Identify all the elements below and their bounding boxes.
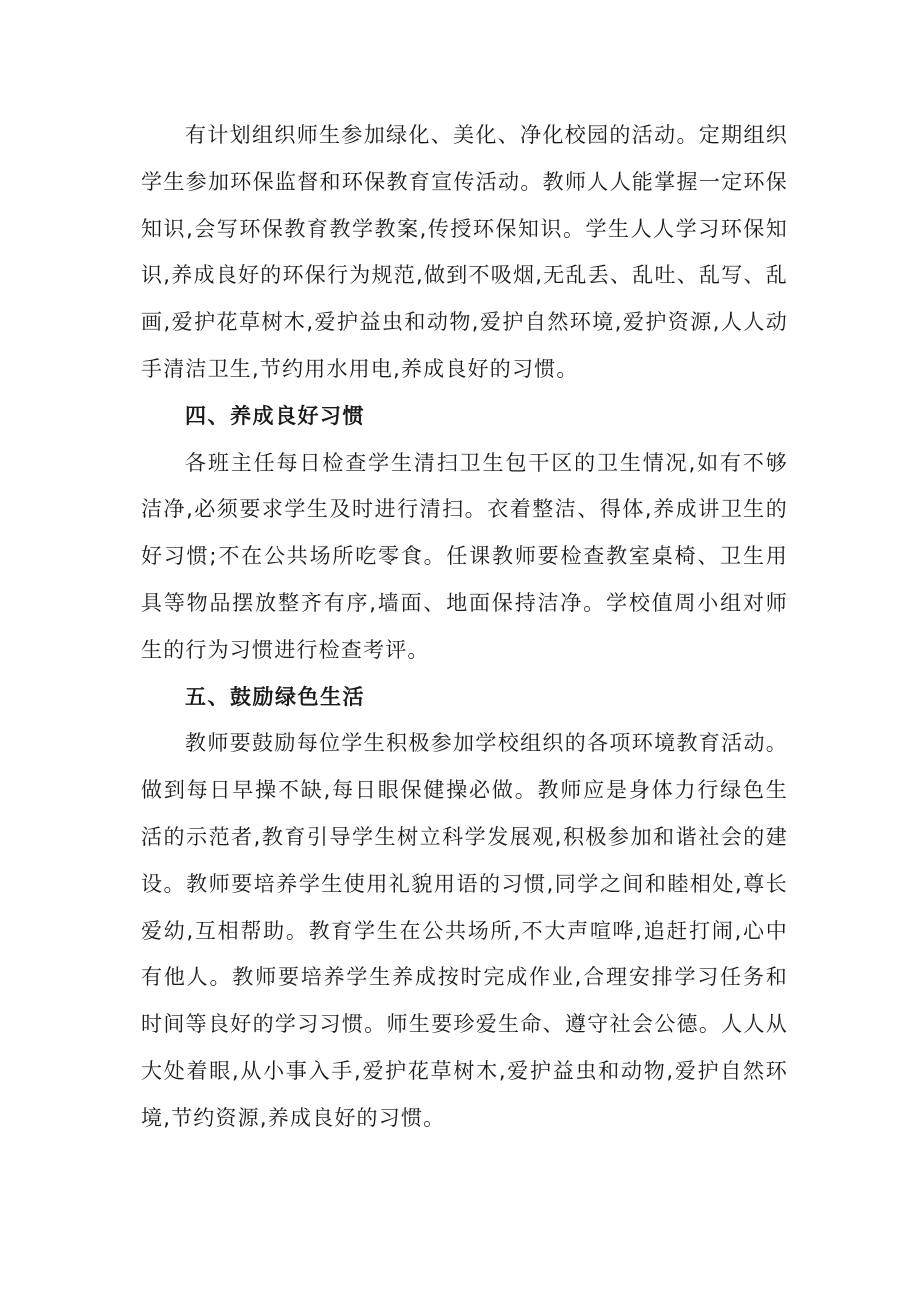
paragraph-green-life: 教师要鼓励每位学生积极参加学校组织的各项环境教育活动。做到每日早操不缺,每日眼保健操必做。教师应是身体力行绿色生活的示范者,教育引导学生树立科学发展观,积极参加和谐社会的建设。教师要培养学生使用礼貌用语的习惯,同学之间和睦相处,尊长爱幼,互相帮助。教育学生在公共场所,不大声喧哗,追赶打闹,心中有他人。教师要培养学生养成按时完成作业,合理安排学习任务和时间等良好的学习习惯。师生要珍爱生命、遵守社会公德。人人从大处着眼,从小事入手,爱护花草树木,爱护益虫和动物,爱护自然环境,节约资源,养成良好的习惯。 [141, 731, 788, 1130]
document-body [141, 112, 788, 1142]
paragraph-green-campus: 有计划组织师生参加绿化、美化、净化校园的活动。定期组织学生参加环保监督和环保教育宣传活动。教师人人能掌握一定环保知识,会写环保教育教学教案,传授环保知识。学生人人学习环保知识,养成良好的环保行为规范,做到不吸烟,无乱丢、乱吐、乱写、乱画,爱护花草树木,爱护益虫和动物,爱护自然环境,爱护资源,人人动手清洁卫生,节约用水用电,养成良好的习惯。 [141, 123, 788, 381]
section-heading-good-habits: 四、养成良好习惯 [185, 403, 365, 428]
section-heading-green-life: 五、鼓励绿色生活 [185, 684, 365, 709]
paragraph-good-habits: 各班主任每日检查学生清扫卫生包干区的卫生情况,如有不够洁净,必须要求学生及时进行清扫。衣着整洁、得体,养成讲卫生的好习惯;不在公共场所吃零食。任课教师要检查教室桌椅、卫生用具等物品摆放整齐有序,墙面、地面保持洁净。学校值周小组对师生的行为习惯进行检查考评。 [141, 450, 788, 662]
